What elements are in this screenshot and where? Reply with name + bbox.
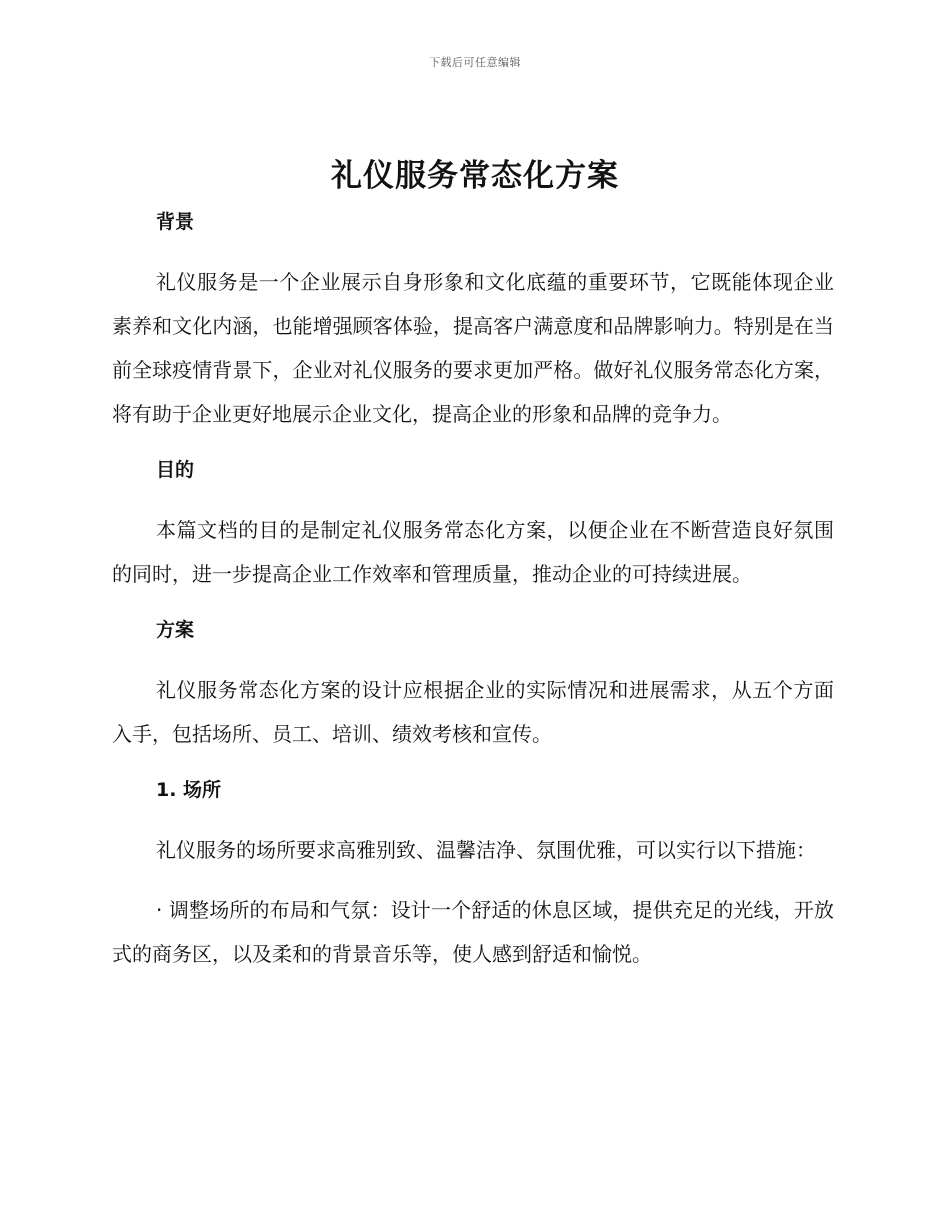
section-background	[112, 204, 834, 436]
paragraph: 礼仪服务是一个企业展示自身形象和文化底蕴的重要环节，它既能体现企业素养和文化内涵，也能增强顾客体验，提高客户满意度和品牌影响力。特别是在当前全球疫情背景下，企业对礼仪服务的要求更加严格。做好礼仪服务常态化方案，将有助于企业更好地展示企业文化，提高企业的形象和品牌的竞争力。	[112, 270, 834, 426]
paragraph: 礼仪服务常态化方案的设计应根据企业的实际情况和进展需求，从五个方面入手，包括场所、员工、培训、绩效考核和宣传。	[112, 678, 834, 746]
paragraph: 礼仪服务的场所要求高雅别致、温馨洁净、氛围优雅，可以实行以下措施：	[156, 838, 816, 862]
section-heading: 1. 场所	[156, 779, 222, 801]
section-heading: 目的	[156, 459, 195, 481]
section-purpose	[112, 452, 834, 596]
document-body	[112, 204, 834, 992]
section-plan	[112, 612, 834, 756]
paragraph: 本篇文档的目的是制定礼仪服务常态化方案，以便企业在不断营造良好氛围的同时，进一步提高企业工作效率和管理质量，推动企业的可持续进展。	[112, 518, 834, 586]
bullet-item: · 调整场所的布局和气氛：设计一个舒适的休息区域，提供充足的光线，开放式的商务区，以及柔和的背景音乐等，使人感到舒适和愉悦。	[112, 898, 834, 966]
section-heading: 方案	[156, 619, 195, 641]
header-note: 下载后可任意编辑	[429, 56, 521, 69]
section-venue	[112, 772, 834, 976]
section-heading: 背景	[156, 211, 195, 233]
document-title: 礼仪服务常态化方案	[331, 158, 619, 194]
